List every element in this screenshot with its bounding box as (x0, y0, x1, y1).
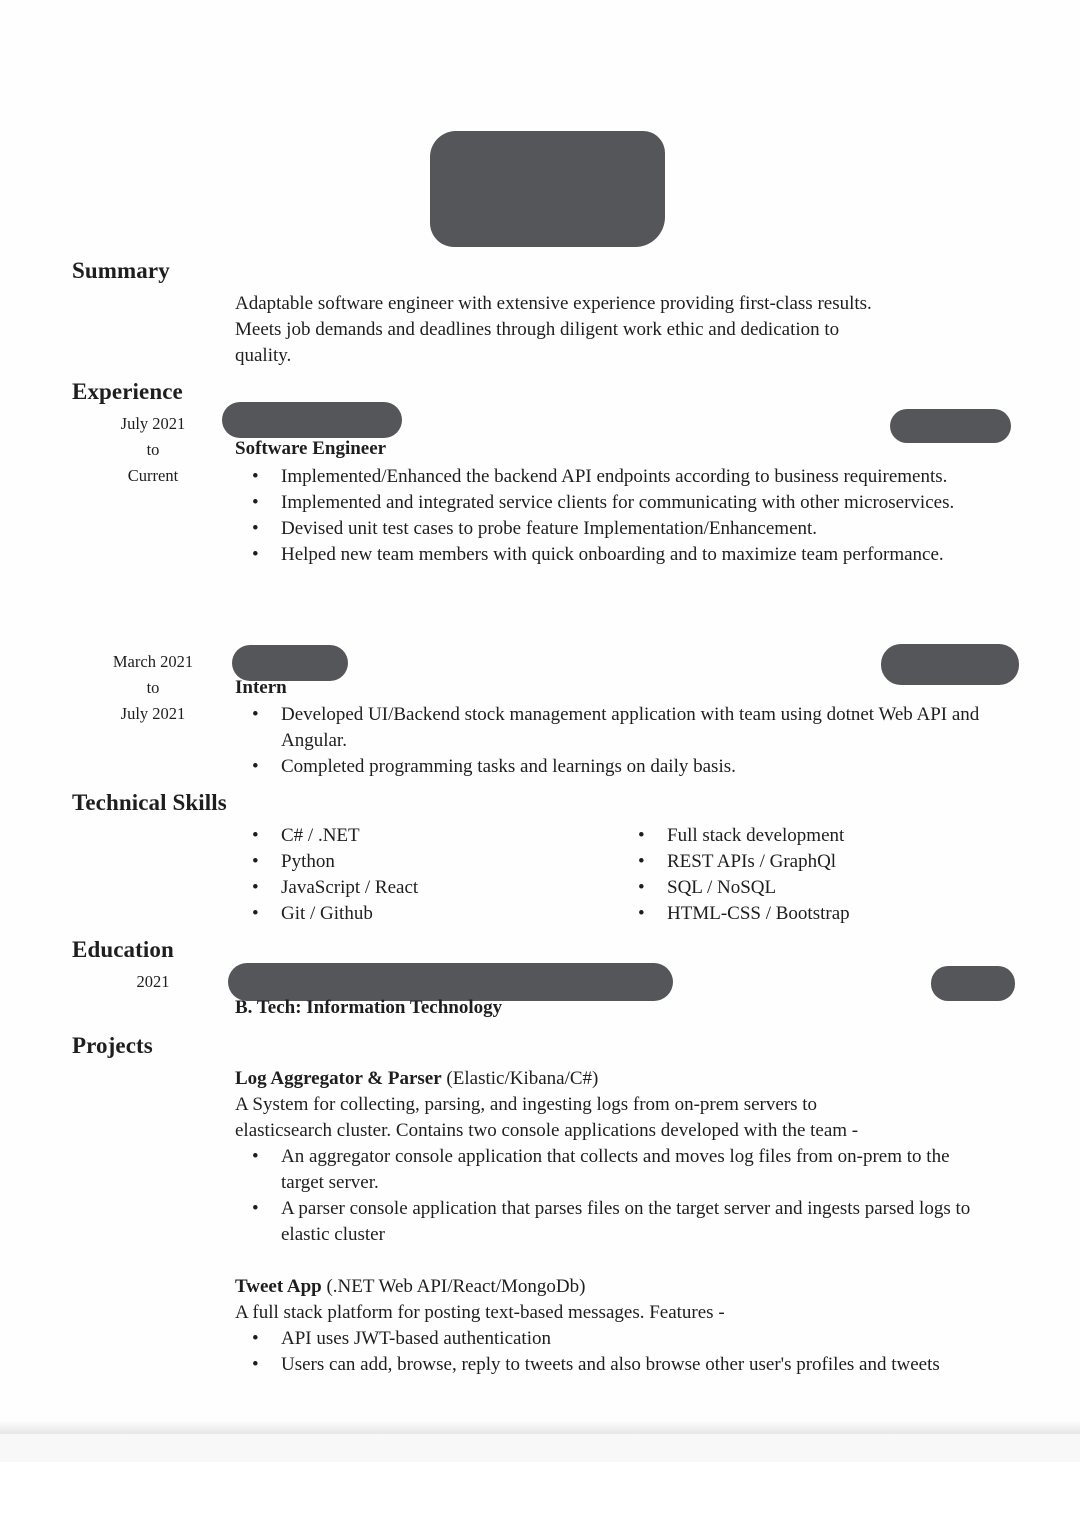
job-2-bullet: • Completed programming tasks and learnings on daily basis. (235, 754, 995, 780)
project-1-desc-line: A System for collecting, parsing, and ingesting logs from on-prem servers to (235, 1094, 818, 1115)
job-2-bullets (235, 702, 995, 780)
project-2-bullet: • API uses JWT-based authentication (235, 1326, 1010, 1352)
job-1-bullet: • Implemented and integrated service clients for communicating with other microservices. (235, 490, 955, 516)
project-2-bullet: • Users can add, browse, reply to tweets and also browse other user's profiles and tweets (235, 1352, 1010, 1378)
job-1-date-sep: to (146, 440, 160, 459)
project-1-bullet: • An aggregator console application that collects and moves log files from on-prem to the target server. (235, 1144, 980, 1196)
job-2-date-end: July 2021 (120, 704, 186, 723)
skill-item: • HTML-CSS / Bootstrap (621, 901, 981, 927)
section-heading-education: Education (72, 937, 174, 962)
project-2-tech: (.NET Web API/React/MongoDb) (321, 1276, 586, 1297)
redacted-institution (228, 963, 673, 1001)
job-1-bullets (235, 464, 955, 568)
redacted-edu-location (931, 966, 1015, 1001)
job-2-date-start: March 2021 (112, 652, 194, 671)
skill-item: • Git / Github (235, 901, 595, 927)
section-heading-skills: Technical Skills (72, 790, 227, 815)
skills-right-list (621, 823, 981, 927)
project-1-name: Log Aggregator & Parser (235, 1068, 442, 1089)
project-1-bullet: • A parser console application that parses files on the target server and ingests parsed logs to elastic cluster (235, 1196, 980, 1248)
skill-item: • C# / .NET (235, 823, 595, 849)
skill-item: • REST APIs / GraphQl (621, 849, 981, 875)
redacted-location-2 (881, 644, 1019, 685)
job-1-date-start: July 2021 (120, 414, 186, 433)
redacted-location-1 (890, 409, 1011, 443)
job-2-role: Intern (235, 677, 287, 698)
project-2-desc-line: A full stack platform for posting text-based messages. Features - (235, 1302, 725, 1323)
skill-item: • Full stack development (621, 823, 981, 849)
job-1-date-end: Current (127, 466, 179, 485)
page-edge-shadow (0, 1420, 1080, 1434)
skill-item: • Python (235, 849, 595, 875)
skill-item: • JavaScript / React (235, 875, 595, 901)
education-year: 2021 (136, 972, 170, 991)
job-2-bullet: • Developed UI/Backend stock management application with team using dotnet Web API and Angular. (235, 702, 995, 754)
summary-line-1: Adaptable software engineer with extensive experience providing first-class results. (235, 293, 872, 314)
section-heading-summary: Summary (72, 258, 170, 283)
job-1-bullet: • Devised unit test cases to probe feature Implementation/Enhancement. (235, 516, 955, 542)
skill-item: • SQL / NoSQL (621, 875, 981, 901)
skills-left-list (235, 823, 595, 927)
section-heading-experience: Experience (72, 379, 183, 404)
redacted-company-2 (232, 645, 348, 681)
project-2-bullets (235, 1326, 1010, 1378)
summary-line-3: quality. (235, 345, 292, 366)
project-1-tech: (Elastic/Kibana/C#) (441, 1068, 599, 1089)
job-2-date-sep: to (146, 678, 160, 697)
redacted-company-1 (222, 402, 402, 438)
job-1-bullet: • Implemented/Enhanced the backend API endpoints according to business requirements. (235, 464, 955, 490)
section-heading-projects: Projects (72, 1033, 153, 1058)
project-1-bullets (235, 1144, 980, 1248)
education-degree: B. Tech: Information Technology (235, 997, 503, 1018)
project-2-title (235, 1274, 585, 1300)
summary-line-2: Meets job demands and deadlines through diligent work ethic and dedication to (235, 319, 840, 340)
job-1-bullet: • Helped new team members with quick onboarding and to maximize team performance. (235, 542, 955, 568)
project-1-title (235, 1066, 598, 1092)
project-1-desc-line: elasticsearch cluster. Contains two console applications developed with the team - (235, 1120, 859, 1141)
redacted-name (430, 131, 665, 247)
page-bottom-band (0, 1434, 1080, 1462)
project-2-name: Tweet App (235, 1276, 322, 1297)
job-1-role: Software Engineer (235, 438, 387, 459)
